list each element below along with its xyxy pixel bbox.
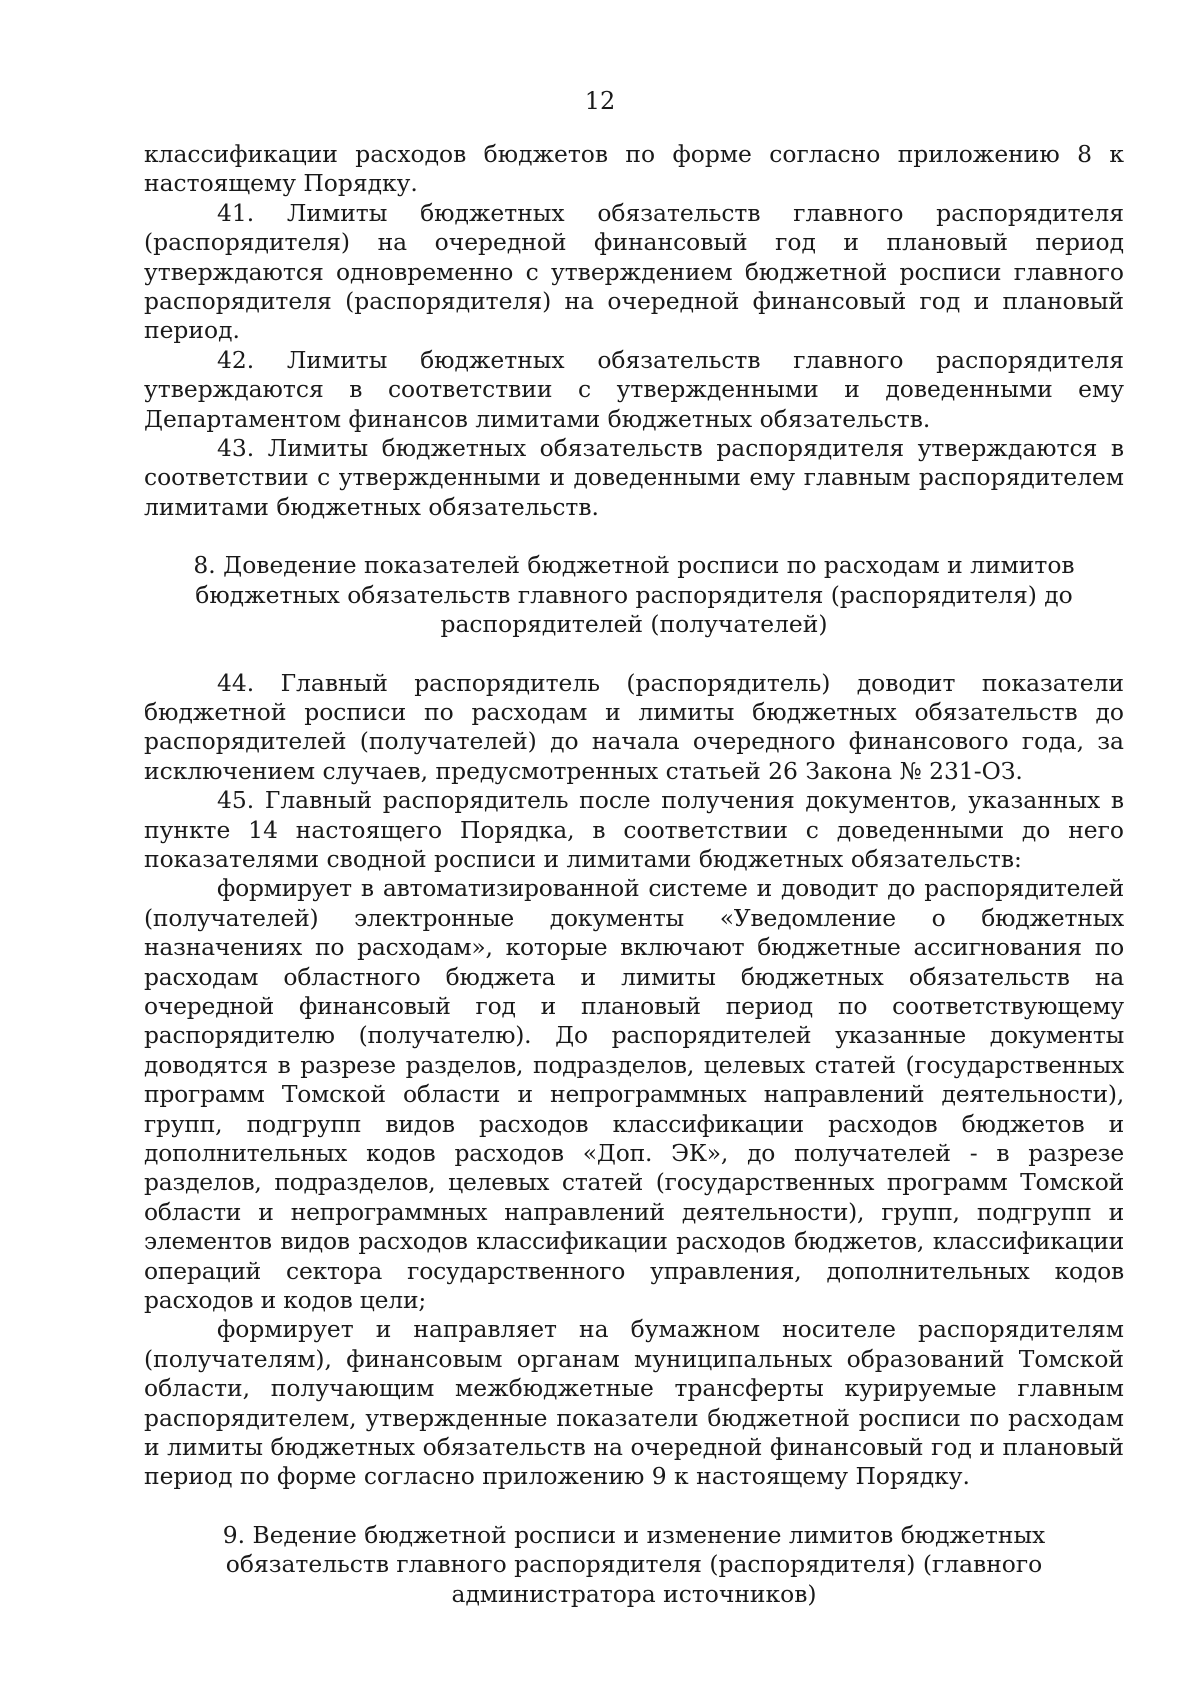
document-body [144,140,1124,1609]
paragraph-43: 43. Лимиты бюджетных обязательств распорядителя утверждаются в соответствии с утвержденными и доведенными ему главным распорядителем лимитами бюджетных обязательств. [144,434,1124,521]
section-heading-9: 9. Ведение бюджетной росписи и изменение лимитов бюджетных обязательств главного распорядителя (распорядителя) (главного администратора источников) [222,1520,1046,1608]
paragraph-42: 42. Лимиты бюджетных обязательств главного распорядителя утверждаются в соответствии с утвержденными и доведенными ему Департаментом финансов лимитами бюджетных обязательств. [144,345,1124,433]
paragraph-45-item-b: формирует и направляет на бумажном носителе распорядителям (получателям), финансовым органам муниципальных образований Томской области, получающим межбюджетные трансферты курируемые главным распорядителем, утвержденные показатели бюджетной росписи по расходам и лимиты бюджетных обязательств на очередной финансовый год и плановый период по форме согласно приложению 9 к настоящему Порядку. [144,1315,1124,1491]
paragraph-45-item-a: формирует в автоматизированной системе и доводит до распорядителей (получателей) электронные документы «Уведомление о бюджетных назначениях по расходам», которые включают бюджетные ассигнования по расходам областного бюджета и лимиты бюджетных обязательств на очередной финансовый год и плановый период по соответствующему распорядителю (получателю). До распорядителей указанные документы доводятся в разрезе разделов, подразделов, целевых статей (государственных программ Томской области и непрограммных направлений деятельности), групп, подгрупп видов расходов классификации расходов бюджетов и дополнительных кодов расходов «Доп. ЭК», до получателей - в разрезе разделов, подразделов, целевых статей (государственных программ Томской области и непрограммных направлений деятельности), групп, подгрупп и элементов видов расходов классификации расходов бюджетов, классификации операций сектора государственного управления, дополнительных кодов расходов и кодов цели; [144,874,1124,1315]
paragraph-40-continuation: классификации расходов бюджетов по форме согласно приложению 8 к настоящему Порядку. [144,140,1124,198]
paragraph-44: 44. Главный распорядитель (распорядитель) доводит показатели бюджетной росписи по расходам и лимиты бюджетных обязательств до распорядителей (получателей) до начала очередного финансового года, за исключением случаев, предусмотренных статьей 26 Закона № 231-ОЗ. [144,668,1124,785]
paragraph-45: 45. Главный распорядитель после получения документов, указанных в пункте 14 настоящего Порядка, в соответствии с доведенными до него показателями сводной росписи и лимитами бюджетных обязательств: [144,786,1124,873]
paragraph-41: 41. Лимиты бюджетных обязательств главного распорядителя (распорядителя) на очередной финансовый год и плановый период утверждаются одновременно с утверждением бюджетной росписи главного распорядителя (распорядителя) на очередной финансовый год и плановый период. [144,198,1124,345]
page-number: 12 [584,87,616,115]
section-heading-8: 8. Доведение показателей бюджетной росписи по расходам и лимитов бюджетных обязательств главного распорядителя (распорядителя) до распорядителей (получателей) [193,551,1075,639]
